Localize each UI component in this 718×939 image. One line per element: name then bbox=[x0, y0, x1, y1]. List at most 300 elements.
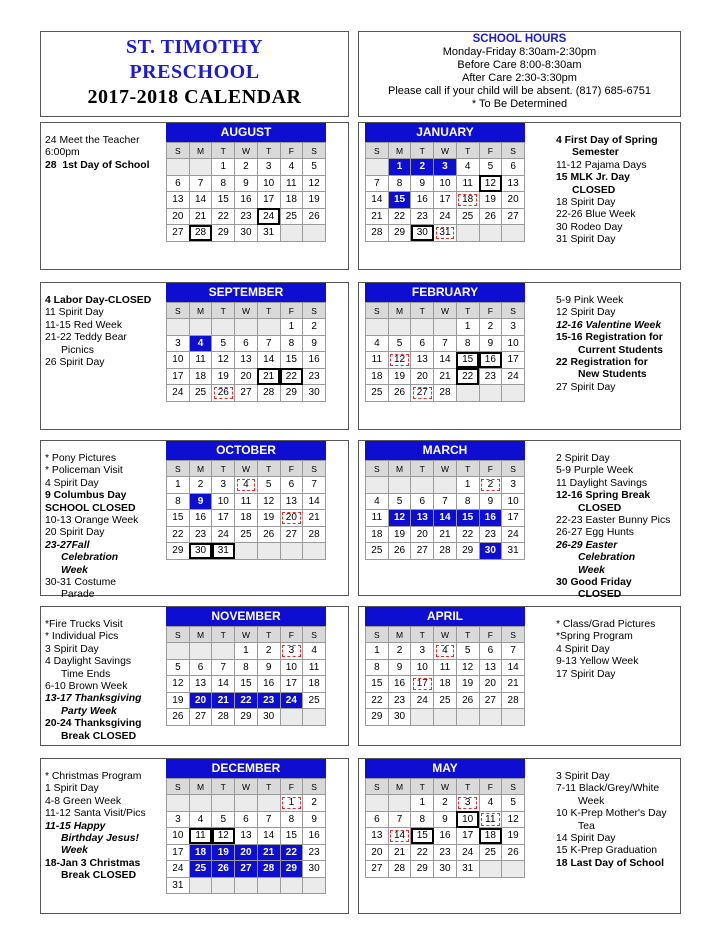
day-cell: 13 bbox=[167, 192, 190, 209]
day-cell: 6 bbox=[189, 659, 212, 676]
day-cell: 16 bbox=[189, 510, 212, 527]
day-cell: 1 bbox=[212, 159, 235, 176]
month-calendar-april bbox=[365, 607, 525, 726]
event-note: 28 1st Day of School bbox=[45, 159, 150, 171]
day-cell: 26 bbox=[502, 844, 525, 861]
day-cell: 7 bbox=[434, 493, 457, 510]
day-cell: 27 bbox=[411, 385, 434, 402]
month-calendar-january bbox=[365, 123, 525, 242]
month-calendar-may bbox=[365, 759, 525, 878]
day-cell: 8 bbox=[411, 811, 434, 828]
day-cell: 22 bbox=[212, 208, 235, 225]
weekday-label: F bbox=[280, 461, 303, 477]
school-hours-box bbox=[358, 31, 681, 117]
week-row bbox=[167, 493, 326, 510]
event-notes bbox=[556, 619, 680, 681]
day-cell: 1 bbox=[280, 795, 303, 812]
day-cell: 24 bbox=[502, 526, 525, 543]
day-cell: 20 bbox=[411, 368, 434, 385]
empty-day-cell bbox=[280, 543, 303, 560]
day-cell: 31 bbox=[212, 543, 235, 560]
day-cell: 4 bbox=[434, 643, 457, 660]
day-cell: 16 bbox=[303, 828, 326, 845]
day-cell: 22 bbox=[235, 692, 258, 709]
event-note: 9 Columbus Day bbox=[45, 490, 127, 502]
week-row bbox=[366, 543, 525, 560]
weekday-label: M bbox=[388, 779, 411, 795]
week-row bbox=[366, 795, 525, 812]
weekday-label: T bbox=[456, 779, 479, 795]
day-cell: 11 bbox=[434, 659, 457, 676]
day-cell: 30 bbox=[303, 385, 326, 402]
month-grid bbox=[166, 626, 326, 726]
empty-day-cell bbox=[212, 643, 235, 660]
day-cell: 13 bbox=[366, 828, 389, 845]
event-note: 4 Spirit Day bbox=[45, 477, 99, 489]
weekday-label: M bbox=[388, 461, 411, 477]
day-cell: 4 bbox=[189, 335, 212, 352]
day-cell: 3 bbox=[411, 643, 434, 660]
day-cell: 2 bbox=[235, 159, 258, 176]
event-notes bbox=[556, 771, 680, 870]
weekday-label: M bbox=[189, 303, 212, 319]
day-cell: 20 bbox=[502, 192, 525, 209]
week-row bbox=[167, 828, 326, 845]
weekday-label: T bbox=[257, 779, 280, 795]
day-cell: 6 bbox=[411, 335, 434, 352]
empty-day-cell bbox=[189, 643, 212, 660]
week-row bbox=[366, 175, 525, 192]
week-row bbox=[366, 368, 525, 385]
day-cell: 9 bbox=[235, 175, 258, 192]
day-cell: 26 bbox=[303, 208, 326, 225]
day-cell: 30 bbox=[303, 861, 326, 878]
day-cell: 26 bbox=[388, 385, 411, 402]
event-note: Celebration bbox=[578, 552, 636, 564]
day-cell: 18 bbox=[189, 368, 212, 385]
day-cell: 1 bbox=[235, 643, 258, 660]
event-note: 21-22 Teddy Bear bbox=[45, 332, 127, 344]
event-note: CLOSED bbox=[572, 184, 616, 196]
day-cell: 13 bbox=[280, 493, 303, 510]
event-note: 20-24 Thanksgiving bbox=[45, 718, 142, 730]
weekday-label: T bbox=[456, 143, 479, 159]
event-note: Picnics bbox=[61, 344, 94, 356]
day-cell: 15 bbox=[456, 352, 479, 369]
week-row bbox=[167, 526, 326, 543]
day-cell: 13 bbox=[235, 828, 258, 845]
day-cell: 6 bbox=[280, 477, 303, 494]
event-note: * Policeman Visit bbox=[45, 465, 123, 477]
empty-day-cell bbox=[502, 861, 525, 878]
day-cell: 7 bbox=[189, 175, 212, 192]
day-cell: 10 bbox=[167, 828, 190, 845]
event-note: Semester bbox=[572, 147, 619, 159]
week-row bbox=[167, 368, 326, 385]
weekday-label: S bbox=[167, 143, 190, 159]
day-cell: 2 bbox=[411, 159, 434, 176]
empty-day-cell bbox=[235, 319, 258, 336]
event-note: CLOSED bbox=[578, 502, 622, 514]
day-cell: 27 bbox=[479, 692, 502, 709]
day-cell: 27 bbox=[411, 543, 434, 560]
month-title: AUGUST bbox=[166, 123, 326, 142]
empty-day-cell bbox=[212, 319, 235, 336]
day-cell: 20 bbox=[167, 208, 190, 225]
empty-day-cell bbox=[479, 385, 502, 402]
day-cell: 31 bbox=[167, 877, 190, 894]
event-note: 4-8 Green Week bbox=[45, 795, 122, 807]
day-cell: 22 bbox=[411, 844, 434, 861]
day-cell: 10 bbox=[434, 175, 457, 192]
weekday-label: M bbox=[189, 779, 212, 795]
week-row bbox=[366, 319, 525, 336]
day-cell: 21 bbox=[502, 676, 525, 693]
day-cell: 12 bbox=[388, 510, 411, 527]
day-cell: 21 bbox=[434, 526, 457, 543]
week-row bbox=[366, 844, 525, 861]
day-cell: 11 bbox=[479, 811, 502, 828]
empty-day-cell bbox=[388, 795, 411, 812]
day-cell: 17 bbox=[280, 676, 303, 693]
day-cell: 5 bbox=[167, 659, 190, 676]
month-title: MARCH bbox=[365, 441, 525, 460]
event-note: 20 Spirit Day bbox=[45, 527, 105, 539]
day-cell: 28 bbox=[189, 225, 212, 242]
day-cell: 29 bbox=[280, 385, 303, 402]
day-cell: 19 bbox=[212, 844, 235, 861]
month-grid bbox=[166, 778, 326, 894]
weekday-label: W bbox=[235, 461, 258, 477]
week-row bbox=[167, 175, 326, 192]
day-cell: 2 bbox=[303, 795, 326, 812]
event-note: 9-13 Yellow Week bbox=[556, 656, 639, 668]
day-cell: 17 bbox=[456, 828, 479, 845]
day-cell: 25 bbox=[303, 692, 326, 709]
event-note: *Fire Trucks Visit bbox=[45, 619, 123, 630]
event-notes bbox=[45, 619, 167, 743]
school-name-line1: ST. TIMOTHY bbox=[125, 36, 263, 58]
event-note: 12-16 Spring Break bbox=[556, 490, 651, 502]
month-grid bbox=[365, 142, 525, 242]
weekday-label: T bbox=[411, 461, 434, 477]
event-note: SCHOOL CLOSED bbox=[45, 502, 136, 514]
empty-day-cell bbox=[411, 319, 434, 336]
day-cell: 11 bbox=[366, 352, 389, 369]
day-cell: 12 bbox=[167, 676, 190, 693]
weekday-label: T bbox=[456, 303, 479, 319]
weekday-label: W bbox=[235, 627, 258, 643]
weekday-label: F bbox=[280, 143, 303, 159]
event-note: 7-11 Black/Grey/White bbox=[556, 783, 660, 795]
month-calendar-october bbox=[166, 441, 326, 560]
day-cell: 16 bbox=[434, 828, 457, 845]
event-note: Tea bbox=[578, 820, 595, 832]
month-calendar-september bbox=[166, 283, 326, 402]
day-cell: 2 bbox=[388, 643, 411, 660]
day-cell: 30 bbox=[411, 225, 434, 242]
week-row bbox=[167, 159, 326, 176]
weekday-label: W bbox=[235, 303, 258, 319]
day-cell: 4 bbox=[189, 811, 212, 828]
day-cell: 12 bbox=[388, 352, 411, 369]
day-cell: 7 bbox=[212, 659, 235, 676]
event-note: 30 Rodeo Day bbox=[556, 221, 623, 233]
day-cell: 21 bbox=[212, 692, 235, 709]
day-cell: 19 bbox=[388, 526, 411, 543]
event-notes bbox=[556, 453, 680, 602]
month-title: SEPTEMBER bbox=[166, 283, 326, 302]
day-cell: 17 bbox=[434, 192, 457, 209]
day-cell: 27 bbox=[235, 385, 258, 402]
day-cell: 21 bbox=[257, 844, 280, 861]
weekday-header-row bbox=[167, 627, 326, 643]
day-cell: 27 bbox=[167, 225, 190, 242]
day-cell: 11 bbox=[303, 659, 326, 676]
day-cell: 14 bbox=[257, 828, 280, 845]
day-cell: 4 bbox=[366, 335, 389, 352]
day-cell: 9 bbox=[479, 335, 502, 352]
week-row bbox=[366, 208, 525, 225]
day-cell: 15 bbox=[167, 510, 190, 527]
day-cell: 16 bbox=[479, 352, 502, 369]
day-cell: 10 bbox=[502, 335, 525, 352]
month-grid bbox=[166, 460, 326, 560]
day-cell: 12 bbox=[212, 828, 235, 845]
day-cell: 7 bbox=[366, 175, 389, 192]
weekday-label: M bbox=[189, 627, 212, 643]
event-note: Week bbox=[61, 564, 88, 576]
day-cell: 6 bbox=[235, 811, 258, 828]
event-note: Time Ends bbox=[61, 668, 111, 680]
day-cell: 9 bbox=[257, 659, 280, 676]
day-cell: 24 bbox=[434, 208, 457, 225]
week-row bbox=[167, 692, 326, 709]
month-title: DECEMBER bbox=[166, 759, 326, 778]
event-note: 10 K-Prep Mother's Day bbox=[556, 808, 667, 820]
day-cell: 20 bbox=[235, 368, 258, 385]
day-cell: 8 bbox=[235, 659, 258, 676]
month-grid bbox=[166, 142, 326, 242]
day-cell: 22 bbox=[388, 208, 411, 225]
day-cell: 4 bbox=[303, 643, 326, 660]
weekday-label: T bbox=[456, 461, 479, 477]
day-cell: 26 bbox=[479, 208, 502, 225]
day-cell: 24 bbox=[167, 861, 190, 878]
day-cell: 1 bbox=[456, 319, 479, 336]
day-cell: 28 bbox=[303, 526, 326, 543]
weekday-label: M bbox=[388, 627, 411, 643]
weekday-header-row bbox=[366, 143, 525, 159]
event-note: 1 Spirit Day bbox=[45, 783, 99, 795]
week-row bbox=[167, 208, 326, 225]
day-cell: 28 bbox=[212, 709, 235, 726]
month-grid bbox=[166, 302, 326, 402]
day-cell: 3 bbox=[257, 159, 280, 176]
empty-day-cell bbox=[189, 877, 212, 894]
day-cell: 30 bbox=[479, 543, 502, 560]
month-title: JANUARY bbox=[365, 123, 525, 142]
weekday-label: S bbox=[502, 303, 525, 319]
month-title: OCTOBER bbox=[166, 441, 326, 460]
weekday-label: T bbox=[212, 779, 235, 795]
month-grid bbox=[365, 302, 525, 402]
day-cell: 1 bbox=[366, 643, 389, 660]
day-cell: 14 bbox=[366, 192, 389, 209]
day-cell: 16 bbox=[479, 510, 502, 527]
day-cell: 12 bbox=[456, 659, 479, 676]
month-title: APRIL bbox=[365, 607, 525, 626]
day-cell: 17 bbox=[502, 352, 525, 369]
day-cell: 22 bbox=[280, 368, 303, 385]
weekday-label: S bbox=[167, 779, 190, 795]
week-row bbox=[366, 159, 525, 176]
day-cell: 8 bbox=[167, 493, 190, 510]
weekday-header-row bbox=[366, 779, 525, 795]
day-cell: 18 bbox=[235, 510, 258, 527]
month-title: FEBRUARY bbox=[365, 283, 525, 302]
day-cell: 27 bbox=[502, 208, 525, 225]
event-note: 11-12 Pajama Days bbox=[556, 159, 647, 171]
day-cell: 15 bbox=[280, 828, 303, 845]
week-row bbox=[366, 526, 525, 543]
empty-day-cell bbox=[189, 159, 212, 176]
day-cell: 25 bbox=[456, 208, 479, 225]
day-cell: 6 bbox=[411, 493, 434, 510]
day-cell: 5 bbox=[388, 335, 411, 352]
day-cell: 5 bbox=[479, 159, 502, 176]
month-calendar-march bbox=[365, 441, 525, 560]
empty-day-cell bbox=[388, 477, 411, 494]
empty-day-cell bbox=[280, 225, 303, 242]
event-note: 12-16 Valentine Week bbox=[556, 319, 662, 331]
title-box bbox=[40, 31, 349, 117]
event-note: Week bbox=[578, 564, 605, 576]
day-cell: 10 bbox=[502, 493, 525, 510]
event-note: 22 Registration for bbox=[556, 357, 648, 369]
event-note: 26-29 Easter bbox=[556, 539, 618, 551]
day-cell: 27 bbox=[235, 861, 258, 878]
event-note: 31 Spirit Day bbox=[556, 234, 616, 246]
event-note: Parade bbox=[61, 589, 95, 601]
week-row bbox=[167, 319, 326, 336]
event-note: 22-26 Blue Week bbox=[556, 209, 636, 221]
week-row bbox=[167, 795, 326, 812]
day-cell: 17 bbox=[257, 192, 280, 209]
event-notes bbox=[556, 135, 680, 247]
day-cell: 26 bbox=[257, 526, 280, 543]
day-cell: 29 bbox=[456, 543, 479, 560]
day-cell: 13 bbox=[235, 352, 258, 369]
empty-day-cell bbox=[434, 477, 457, 494]
day-cell: 8 bbox=[366, 659, 389, 676]
weekday-label: F bbox=[479, 303, 502, 319]
week-row bbox=[366, 493, 525, 510]
day-cell: 3 bbox=[434, 159, 457, 176]
empty-day-cell bbox=[502, 385, 525, 402]
day-cell: 23 bbox=[388, 692, 411, 709]
weekday-label: S bbox=[366, 303, 389, 319]
day-cell: 12 bbox=[502, 811, 525, 828]
day-cell: 10 bbox=[257, 175, 280, 192]
day-cell: 28 bbox=[502, 692, 525, 709]
weekday-label: M bbox=[388, 303, 411, 319]
empty-day-cell bbox=[189, 319, 212, 336]
weekday-label: F bbox=[479, 779, 502, 795]
event-note: 18-Jan 3 Christmas bbox=[45, 857, 141, 869]
weekday-label: S bbox=[167, 303, 190, 319]
event-note: 13-17 Thanksgiving bbox=[45, 693, 142, 705]
day-cell: 8 bbox=[388, 175, 411, 192]
day-cell: 6 bbox=[366, 811, 389, 828]
day-cell: 30 bbox=[235, 225, 258, 242]
day-cell: 9 bbox=[479, 493, 502, 510]
day-cell: 10 bbox=[280, 659, 303, 676]
event-note: 4 First Day of Spring bbox=[556, 135, 658, 146]
weekday-label: S bbox=[303, 303, 326, 319]
day-cell: 19 bbox=[479, 192, 502, 209]
empty-day-cell bbox=[411, 709, 434, 726]
day-cell: 7 bbox=[257, 811, 280, 828]
day-cell: 21 bbox=[388, 844, 411, 861]
day-cell: 18 bbox=[366, 368, 389, 385]
day-cell: 14 bbox=[502, 659, 525, 676]
week-row bbox=[366, 335, 525, 352]
event-note: 23-27Fall bbox=[45, 539, 90, 551]
event-note: 26-27 Egg Hunts bbox=[556, 527, 634, 539]
day-cell: 28 bbox=[434, 543, 457, 560]
week-row bbox=[167, 510, 326, 527]
weekday-header-row bbox=[366, 303, 525, 319]
day-cell: 13 bbox=[411, 352, 434, 369]
day-cell: 5 bbox=[303, 159, 326, 176]
weekday-header-row bbox=[167, 461, 326, 477]
day-cell: 5 bbox=[388, 493, 411, 510]
empty-day-cell bbox=[479, 225, 502, 242]
day-cell: 30 bbox=[434, 861, 457, 878]
event-note: Current Students bbox=[578, 344, 663, 356]
day-cell: 15 bbox=[456, 510, 479, 527]
event-note: * Individual Pics bbox=[45, 631, 119, 643]
weekday-label: T bbox=[411, 143, 434, 159]
week-row bbox=[167, 659, 326, 676]
week-row bbox=[366, 861, 525, 878]
day-cell: 15 bbox=[388, 192, 411, 209]
day-cell: 9 bbox=[388, 659, 411, 676]
day-cell: 28 bbox=[257, 385, 280, 402]
empty-day-cell bbox=[167, 319, 190, 336]
week-row bbox=[366, 659, 525, 676]
empty-day-cell bbox=[212, 877, 235, 894]
weekday-header-row bbox=[167, 303, 326, 319]
day-cell: 19 bbox=[167, 692, 190, 709]
week-row bbox=[167, 335, 326, 352]
day-cell: 19 bbox=[212, 368, 235, 385]
day-cell: 3 bbox=[212, 477, 235, 494]
day-cell: 21 bbox=[303, 510, 326, 527]
event-note: 30 Good Friday bbox=[556, 577, 632, 589]
weekday-label: F bbox=[479, 627, 502, 643]
event-note: 4 Daylight Savings bbox=[45, 656, 132, 668]
day-cell: 14 bbox=[189, 192, 212, 209]
event-note: Break CLOSED bbox=[61, 870, 137, 882]
event-note: 15-16 Registration for bbox=[556, 332, 663, 344]
weekday-label: S bbox=[303, 627, 326, 643]
week-row bbox=[366, 692, 525, 709]
event-note: * Class/Grad Pictures bbox=[556, 619, 656, 630]
weekday-label: F bbox=[479, 143, 502, 159]
day-cell: 12 bbox=[257, 493, 280, 510]
